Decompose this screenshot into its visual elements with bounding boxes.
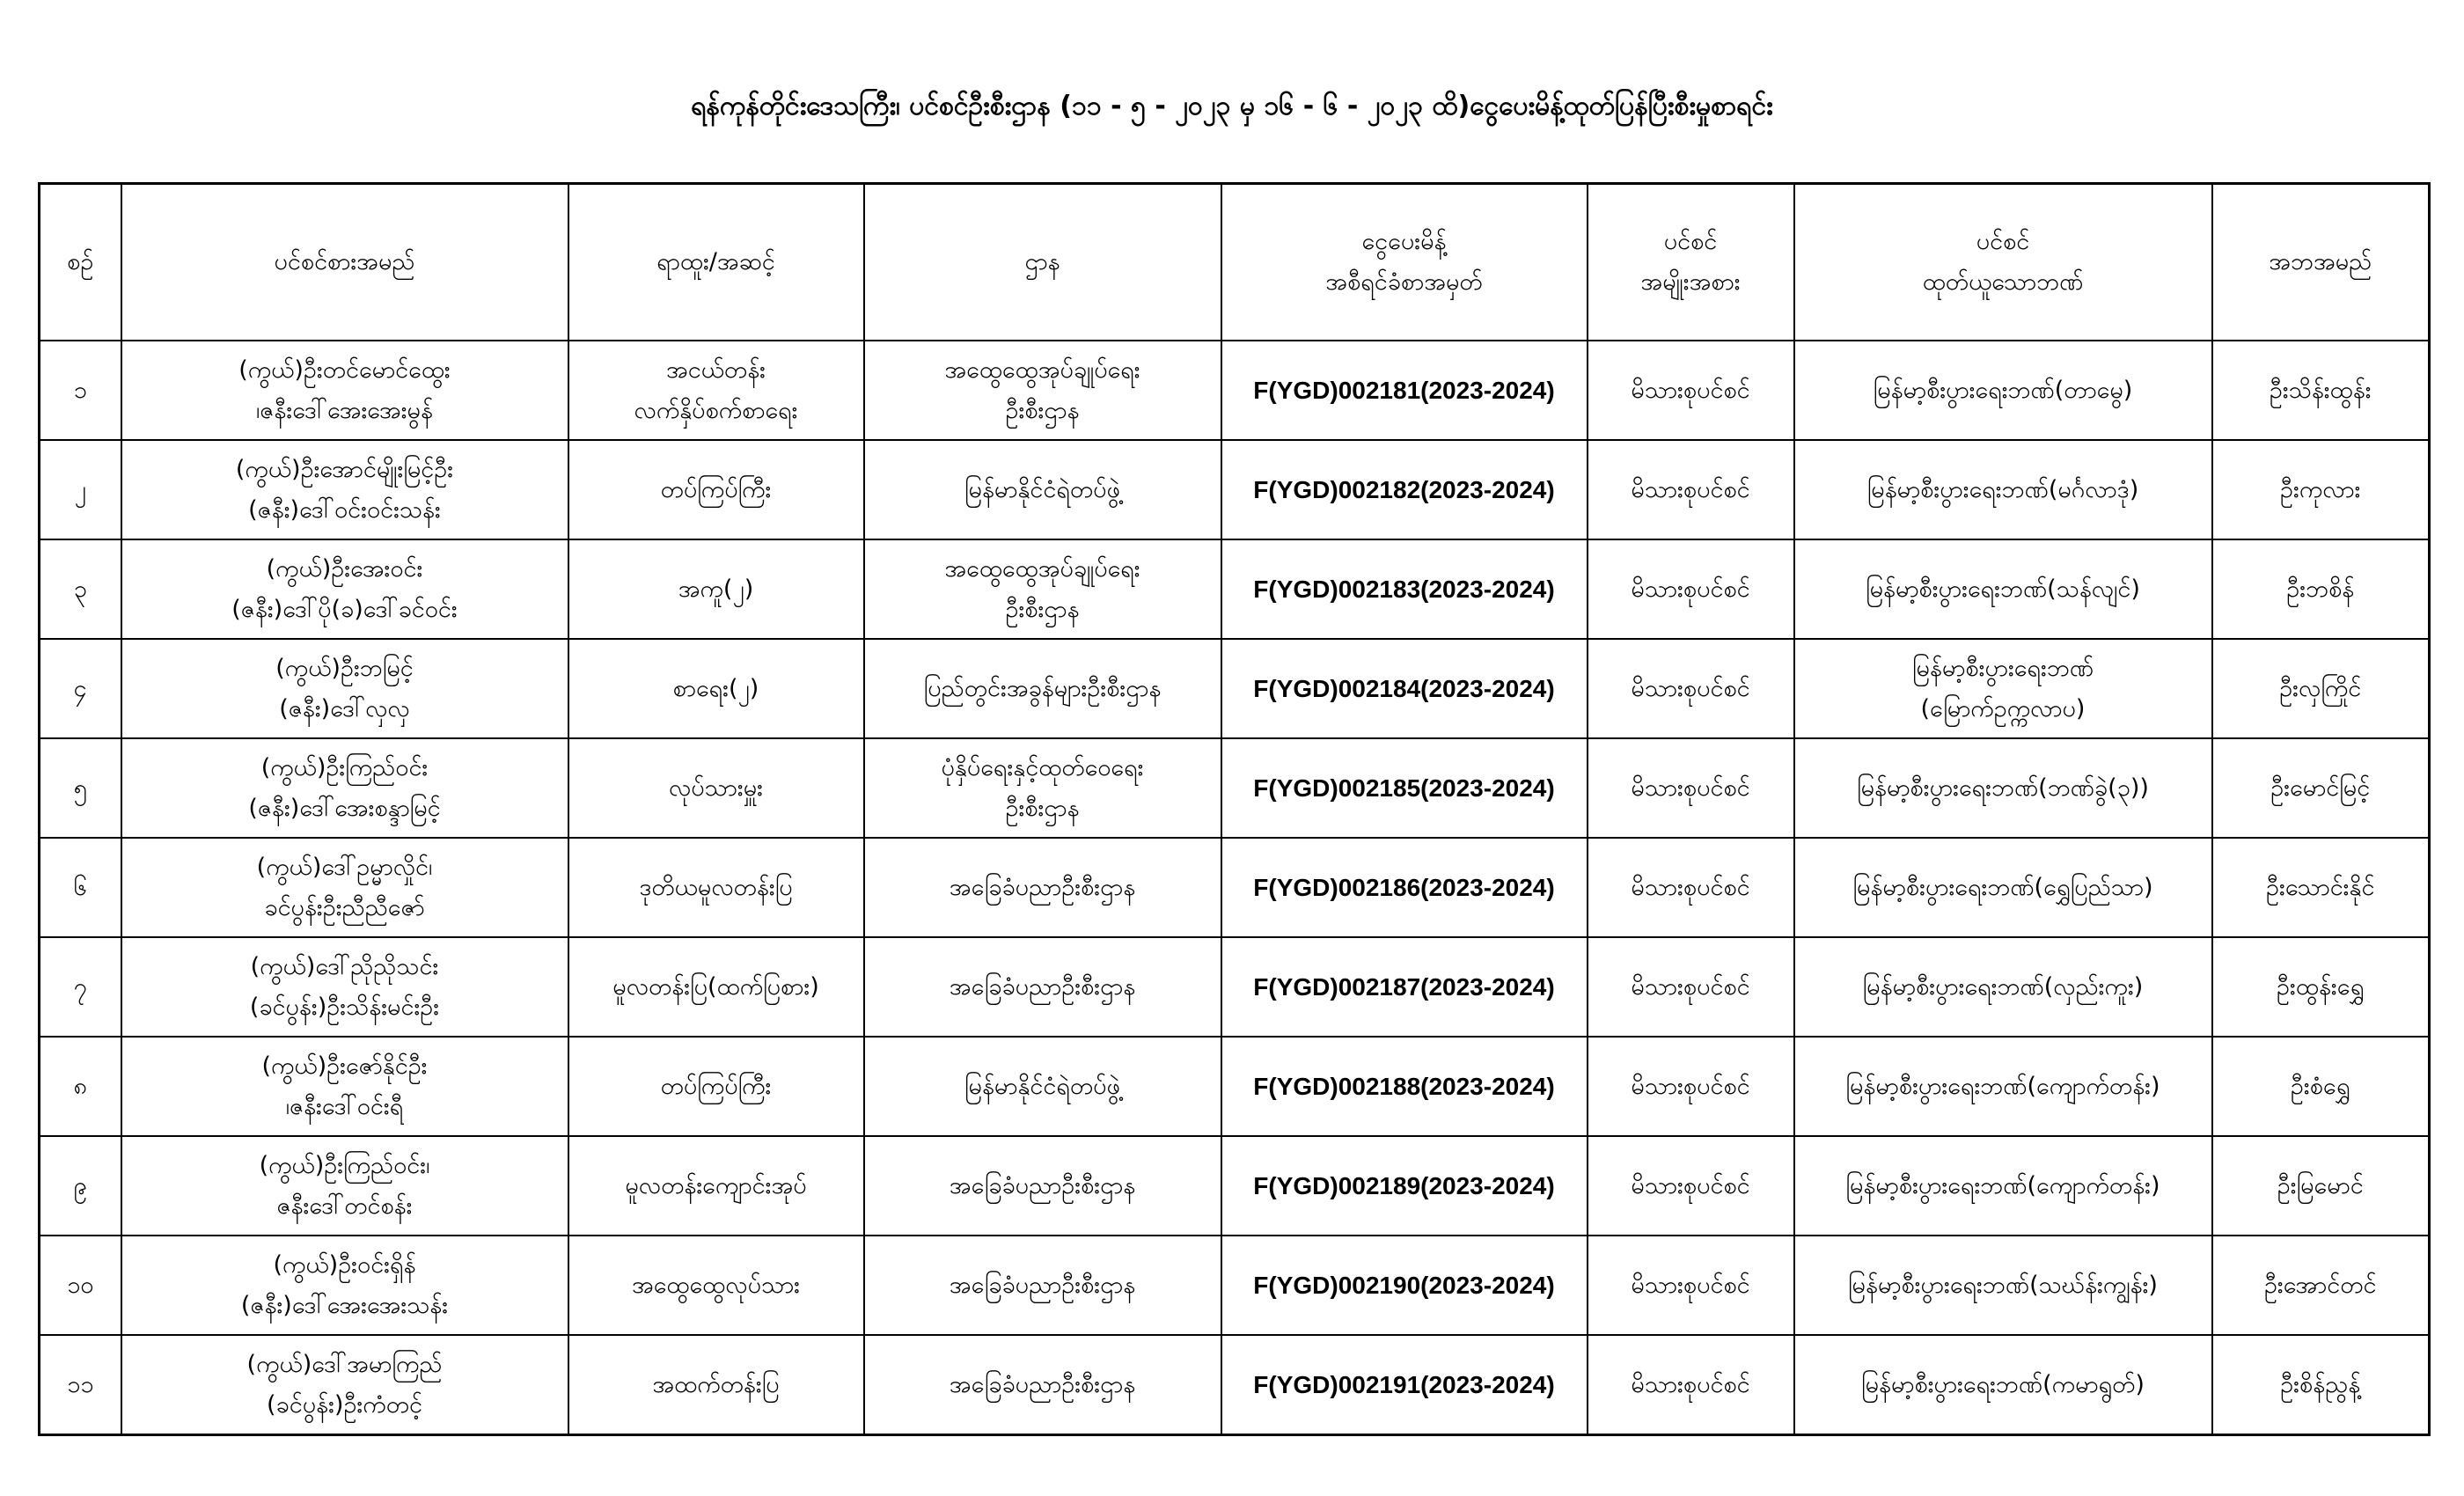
text-line: (ကွယ်)ဦးအေးဝင်း [266, 554, 423, 583]
text-line: (ကွယ်)ဒေါ်ညိုညိုသင်း [250, 952, 439, 980]
text-line: ထုတ်ယူသောဘဏ် [1922, 268, 2084, 296]
father-name-cell: ဦးမောင်မြင့် [2212, 738, 2430, 838]
serial-cell: ၉ [40, 1136, 121, 1236]
table-row [40, 539, 2430, 639]
pensioner-name-cell [121, 341, 568, 440]
text-line: ပင်စင်စားအမည် [274, 248, 415, 275]
text-line: အဘအမည် [2269, 248, 2372, 275]
serial-cell: ၈ [40, 1037, 121, 1136]
text-line: (ကွယ်)ဦးအောင်မျိုးမြင့်ဦး [235, 455, 454, 483]
header-serial [40, 184, 121, 341]
department-cell [864, 838, 1221, 937]
text-line: (ခင်ပွန်း)ဦးကံတင့် [267, 1390, 422, 1419]
father-name-cell: ဦးလှကြိုင် [2212, 639, 2430, 738]
text-line: ၊ဇနီးဒေါ်အေးအေးမွန် [256, 396, 433, 424]
text-line: စာရေး(၂) [672, 674, 759, 702]
text-line: အခြေခံပညာဦးစီးဌာန [949, 873, 1136, 901]
text-line: (ကွယ်)ဦးတင်မောင်ထွေး [238, 356, 451, 384]
pension-type-cell: မိသားစုပင်စင် [1588, 341, 1794, 440]
rank-cell [568, 1335, 864, 1435]
text-line: မြန်မာ့စီးပွားရေးဘဏ်(ကမာရွတ်) [1861, 1370, 2145, 1398]
bank-cell [1794, 1136, 2212, 1236]
text-line: (ဇနီး)ဒေါ်အေးစန္ဒာမြင့် [248, 794, 441, 822]
father-name-cell: ဦးကုလား [2212, 440, 2430, 539]
header-receipt-no [1221, 184, 1588, 341]
pension-type-cell: မိသားစုပင်စင် [1588, 1236, 1794, 1335]
table-row [40, 738, 2430, 838]
department-cell [864, 539, 1221, 639]
text-line: (ကွယ်)ဦးကြည်ဝင်း၊ [259, 1151, 430, 1179]
bank-cell [1794, 937, 2212, 1037]
father-name-cell: ဦးအောင်တင် [2212, 1236, 2430, 1335]
rank-cell [568, 341, 864, 440]
receipt-no-cell: F(YGD)002190(2023-2024) [1221, 1236, 1588, 1335]
header-row [40, 184, 2430, 341]
text-line: အခြေခံပညာဦးစီးဌာန [949, 972, 1136, 1001]
receipt-no-cell: F(YGD)002188(2023-2024) [1221, 1037, 1588, 1136]
text-line: အထွေထွေအုပ်ချုပ်ရေး [944, 554, 1140, 583]
text-line: အခြေခံပညာဦးစီးဌာန [949, 1171, 1136, 1199]
text-line: ပင်စင် [1663, 228, 1718, 255]
bank-cell [1794, 838, 2212, 937]
text-line: ငွေပေးမိန့် [1361, 228, 1447, 255]
text-line: မြန်မာနိုင်ငံရဲတပ်ဖွဲ့ [964, 475, 1120, 503]
rank-cell [568, 838, 864, 937]
pension-type-cell: မိသားစုပင်စင် [1588, 838, 1794, 937]
pensioner-name-cell [121, 1037, 568, 1136]
text-line: မြန်မာ့စီးပွားရေးဘဏ်(လှည်းကူး) [1862, 972, 2144, 1001]
receipt-no-cell: F(YGD)002186(2023-2024) [1221, 838, 1588, 937]
table-row [40, 341, 2430, 440]
text-line: (ကွယ်)ဦးဇော်နိုင်ဦး [261, 1052, 428, 1080]
receipt-no-cell: F(YGD)002189(2023-2024) [1221, 1136, 1588, 1236]
father-name-cell: ဦးမြမောင် [2212, 1136, 2430, 1236]
header-pension-type [1588, 184, 1794, 341]
receipt-no-cell: F(YGD)002182(2023-2024) [1221, 440, 1588, 539]
bank-cell [1794, 440, 2212, 539]
department-cell [864, 738, 1221, 838]
text-line: (မြောက်ဥက္ကလာပ) [1920, 694, 2086, 722]
text-line: ဦးစီးဌာန [1005, 595, 1080, 623]
text-line: ပင်စင် [1976, 228, 2030, 255]
pension-type-cell: မိသားစုပင်စင် [1588, 1037, 1794, 1136]
rank-cell [568, 937, 864, 1037]
text-line: မြန်မာ့စီးပွားရေးဘဏ်(တာမွေ) [1873, 376, 2133, 404]
text-line: ဒုတိယမူလတန်းပြ [639, 873, 793, 901]
father-name-cell: ဦးဘစိန် [2212, 539, 2430, 639]
header-pensioner-name [121, 184, 568, 341]
pension-type-cell: မိသားစုပင်စင် [1588, 440, 1794, 539]
department-cell [864, 639, 1221, 738]
serial-cell: ၆ [40, 838, 121, 937]
bank-cell [1794, 539, 2212, 639]
text-line: အခြေခံပညာဦးစီးဌာန [949, 1271, 1136, 1299]
text-line: မြန်မာ့စီးပွားရေးဘဏ်(သန်လျင်) [1866, 575, 2140, 603]
receipt-no-cell: F(YGD)002187(2023-2024) [1221, 937, 1588, 1037]
receipt-no-cell: F(YGD)002184(2023-2024) [1221, 639, 1588, 738]
text-line: အကူ(၂) [678, 575, 754, 603]
bank-cell [1794, 738, 2212, 838]
table-row [40, 838, 2430, 937]
pensioner-name-cell [121, 639, 568, 738]
rank-cell [568, 440, 864, 539]
header-bank [1794, 184, 2212, 341]
bank-cell [1794, 341, 2212, 440]
text-line: ပုံနှိပ်ရေးနှင့်ထုတ်ဝေရေး [941, 753, 1144, 781]
text-line: အစီရင်ခံစာအမှတ် [1325, 268, 1483, 296]
rank-cell [568, 1236, 864, 1335]
serial-cell: ၅ [40, 738, 121, 838]
text-line: မြန်မာ့စီးပွားရေးဘဏ်(သဃ်န်းကျွန်း) [1848, 1271, 2158, 1299]
text-line: မြန်မာ့စီးပွားရေးဘဏ်(မင်္ဂလာဒုံ) [1866, 475, 2139, 503]
text-line: ဇနီးဒေါ်တင်စန်း [276, 1192, 413, 1220]
receipt-no-cell: F(YGD)002191(2023-2024) [1221, 1335, 1588, 1435]
text-line: (ကွယ်)ဒေါ်ဥမ္မာလှိုင်၊ [256, 853, 433, 881]
table-row [40, 1236, 2430, 1335]
text-line: အခြေခံပညာဦးစီးဌာန [949, 1370, 1136, 1398]
text-line: (ဇနီး)ဒေါ်အေးအေးသန်း [240, 1291, 449, 1319]
text-line: လုပ်သားမှူး [668, 774, 764, 802]
father-name-cell: ဦးသိန်းထွန်း [2212, 341, 2430, 440]
text-line: (ကွယ်)ဦးဝင်းရှိန် [273, 1250, 416, 1279]
father-name-cell: ဦးစိန်ညွန့် [2212, 1335, 2430, 1435]
pensioner-name-cell [121, 1136, 568, 1236]
pensioner-name-cell [121, 937, 568, 1037]
department-cell [864, 1037, 1221, 1136]
department-cell [864, 937, 1221, 1037]
text-line: ဌာန [1024, 248, 1060, 275]
pensioner-name-cell [121, 539, 568, 639]
text-line: မြန်မာနိုင်ငံရဲတပ်ဖွဲ့ [964, 1072, 1120, 1100]
text-line: အထွေထွေအုပ်ချုပ်ရေး [944, 356, 1140, 384]
pension-type-cell: မိသားစုပင်စင် [1588, 937, 1794, 1037]
rank-cell [568, 1037, 864, 1136]
text-line: ဦးစီးဌာန [1005, 794, 1080, 822]
pension-table [38, 182, 2431, 1436]
pension-type-cell: မိသားစုပင်စင် [1588, 1335, 1794, 1435]
table-row [40, 1037, 2430, 1136]
department-cell [864, 440, 1221, 539]
text-line: တပ်ကြပ်ကြီး [660, 1072, 772, 1100]
serial-cell: ၂ [40, 440, 121, 539]
department-cell [864, 1136, 1221, 1236]
text-line: မြန်မာ့စီးပွားရေးဘဏ်(ကျောက်တန်း) [1845, 1072, 2160, 1100]
text-line: အထက်တန်းပြ [652, 1370, 780, 1398]
text-line: (ကွယ်)ဒေါ်အမာကြည် [246, 1350, 443, 1378]
pensioner-name-cell [121, 1236, 568, 1335]
department-cell [864, 341, 1221, 440]
text-line: (ဇနီး)ဒေါ်ဝင်းဝင်းသန်း [248, 495, 441, 524]
receipt-no-cell: F(YGD)002181(2023-2024) [1221, 341, 1588, 440]
rank-cell [568, 738, 864, 838]
table-body [40, 341, 2430, 1435]
text-line: ၊ဇနီးဒေါ်ဝင်းရီ [285, 1092, 404, 1120]
text-line: (ဇနီး)ဒေါ်လှလှ [279, 694, 410, 722]
pension-type-cell: မိသားစုပင်စင် [1588, 738, 1794, 838]
text-line: အငယ်တန်း [665, 356, 766, 384]
serial-cell: ၇ [40, 937, 121, 1037]
text-line: အထွေထွေလုပ်သား [631, 1271, 801, 1299]
text-line: (ဇနီး)ဒေါ်ပို(ခ)ဒေါ်ခင်ဝင်း [231, 595, 458, 623]
pensioner-name-cell [121, 738, 568, 838]
department-cell [864, 1236, 1221, 1335]
receipt-no-cell: F(YGD)002185(2023-2024) [1221, 738, 1588, 838]
text-line: ပြည်တွင်းအခွန်များဦးစီးဌာန [923, 674, 1162, 702]
text-line: မြန်မာ့စီးပွားရေးဘဏ်(ဘဏ်ခွဲ(၃)) [1857, 774, 2149, 802]
bank-cell [1794, 1335, 2212, 1435]
table-row [40, 1335, 2430, 1435]
text-line: (ကွယ်)ဦးဘမြင့် [275, 654, 414, 682]
pension-type-cell: မိသားစုပင်စင် [1588, 639, 1794, 738]
header-father-name [2212, 184, 2430, 341]
text-line: ဦးစီးဌာန [1005, 396, 1080, 424]
text-line: မြန်မာ့စီးပွားရေးဘဏ် [1911, 654, 2094, 682]
text-line: ရာထူး/အဆင့် [656, 248, 775, 275]
receipt-no-cell: F(YGD)002183(2023-2024) [1221, 539, 1588, 639]
table-row [40, 1136, 2430, 1236]
pensioner-name-cell [121, 838, 568, 937]
text-line: အမျိုးအစား [1640, 268, 1741, 296]
department-cell [864, 1335, 1221, 1435]
serial-cell: ၄ [40, 639, 121, 738]
bank-cell [1794, 1037, 2212, 1136]
father-name-cell: ဦးစံရွှေ [2212, 1037, 2430, 1136]
father-name-cell: ဦးသောင်းနိုင် [2212, 838, 2430, 937]
table-row [40, 639, 2430, 738]
text-line: ခင်ပွန်းဦးညီညီဇော် [264, 893, 425, 921]
serial-cell: ၁၁ [40, 1335, 121, 1435]
header-department [864, 184, 1221, 341]
serial-cell: ၁ [40, 341, 121, 440]
table-row [40, 937, 2430, 1037]
text-line: တပ်ကြပ်ကြီး [660, 475, 772, 503]
father-name-cell: ဦးထွန်းရွှေ [2212, 937, 2430, 1037]
bank-cell [1794, 1236, 2212, 1335]
bank-cell [1794, 639, 2212, 738]
pension-type-cell: မိသားစုပင်စင် [1588, 539, 1794, 639]
rank-cell [568, 1136, 864, 1236]
pensioner-name-cell [121, 1335, 568, 1435]
text-line: စဉ် [67, 248, 94, 275]
rank-cell [568, 639, 864, 738]
rank-cell [568, 539, 864, 639]
text-line: မြန်မာ့စီးပွားရေးဘဏ်(ရွှေပြည်သာ) [1852, 873, 2153, 901]
text-line: မူလတန်းပြ(ထက်ပြစား) [612, 972, 819, 1001]
text-line: မူလတန်းကျောင်းအုပ် [625, 1171, 807, 1199]
text-line: လက်နှိပ်စက်စာရေး [634, 396, 798, 424]
pensioner-name-cell [121, 440, 568, 539]
serial-cell: ၁၀ [40, 1236, 121, 1335]
page-title: ရန်ကုန်တိုင်းဒေသကြီး၊ ပင်စင်ဦးစီးဌာန (၁၁ - ၅ - ၂၀၂၃ မှ ၁၆ - ၆ - ၂၀၂၃ ထိ)ငွေပေးမိန့်ထုတ်ပြန်ပြီးစီးမှုစာရင်း [691, 91, 1773, 121]
header-rank [568, 184, 864, 341]
serial-cell: ၃ [40, 539, 121, 639]
text-line: (ကွယ်)ဦးကြည်ဝင်း [260, 753, 429, 781]
text-line: မြန်မာ့စီးပွားရေးဘဏ်(ကျောက်တန်း) [1845, 1171, 2160, 1199]
pension-type-cell: မိသားစုပင်စင် [1588, 1136, 1794, 1236]
text-line: (ခင်ပွန်း)ဦးသိန်းမင်းဦး [249, 993, 440, 1021]
table-row [40, 440, 2430, 539]
